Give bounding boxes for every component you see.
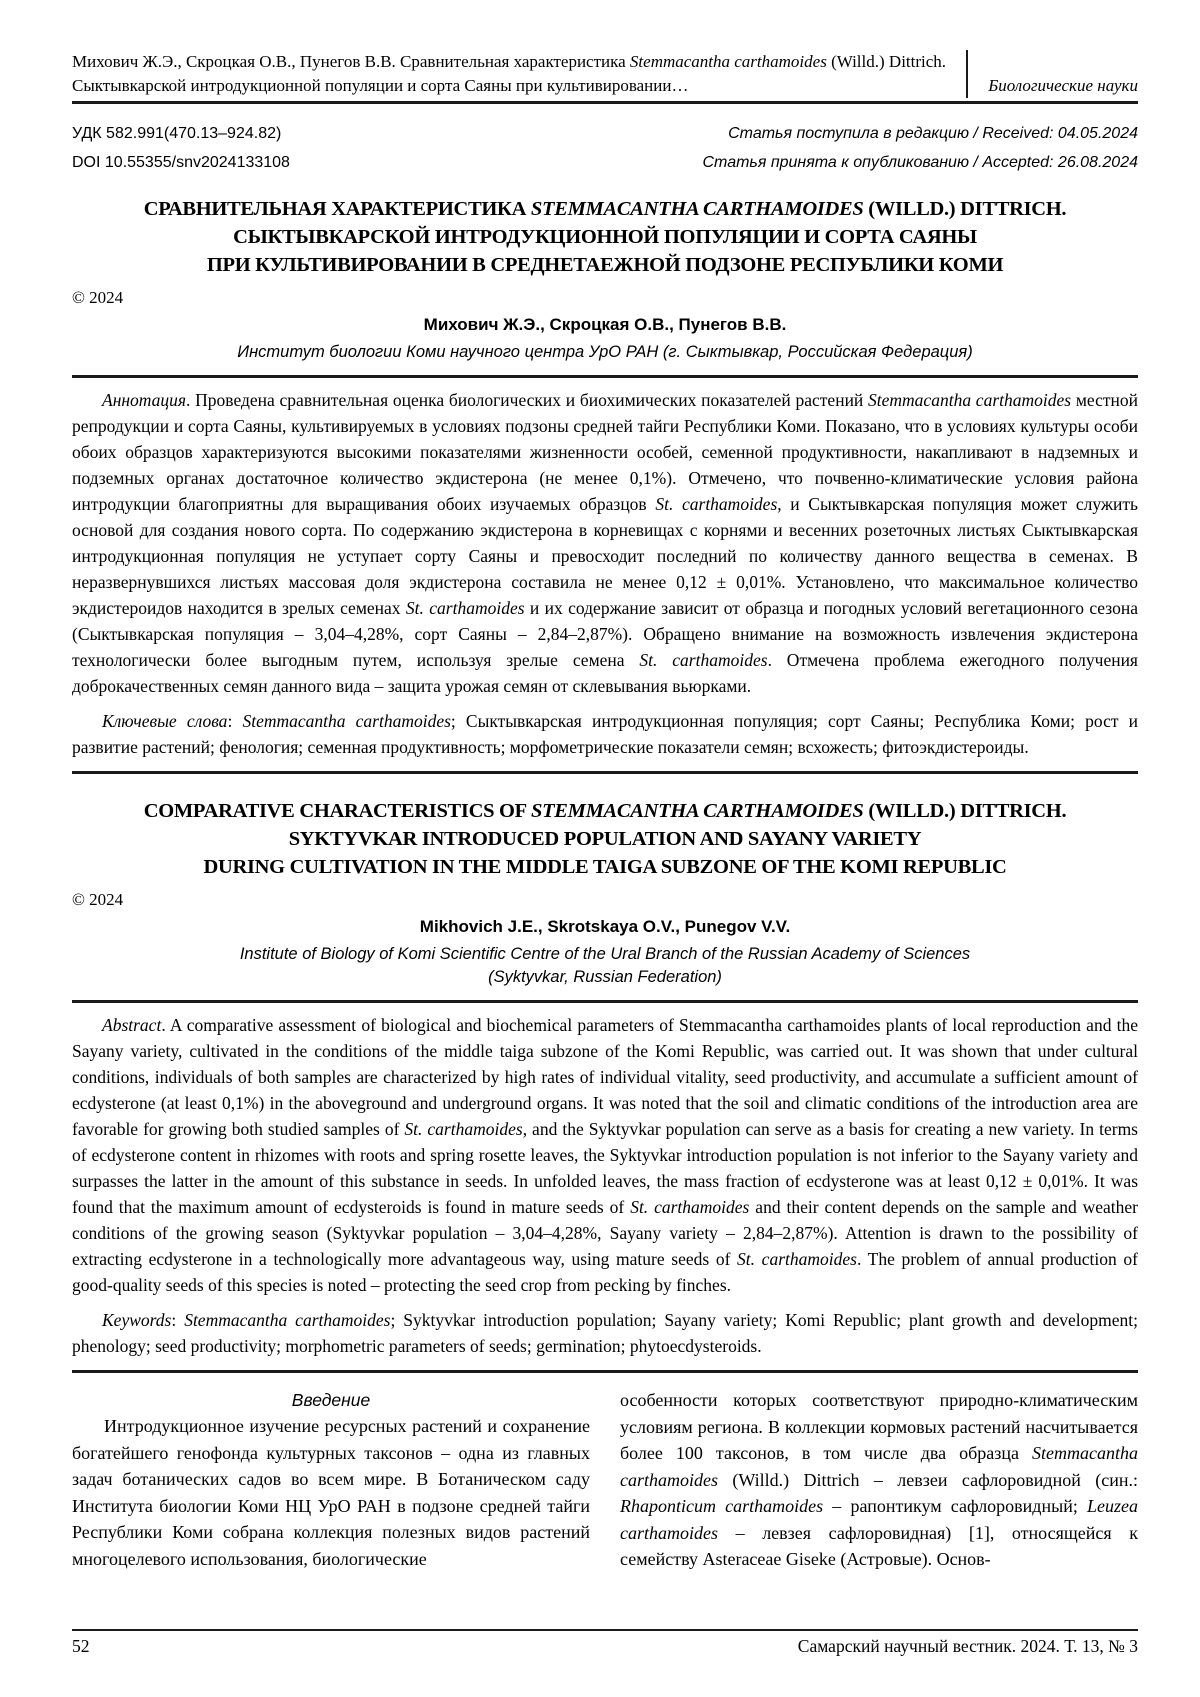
- intro-column-right: [620, 1387, 1138, 1573]
- page-footer: [72, 1629, 1138, 1657]
- affiliation-en: [72, 943, 1138, 989]
- doi-label: DOI 10.55355/snv2024133108: [72, 154, 290, 171]
- intro-left-paragraph: Интродукционное изучение ресурсных растений и сохранение богатейшего генофонда культурных таксонов – одна из главных задач ботанических садов во всем мире. В Ботаническом саду Института биологии Коми НЦ УрО РАН в подзоне средней тайги Республики Коми собрана коллекция полезных видов растений многоцелевого использования, биологические: [72, 1416, 590, 1569]
- meta-row-1: [72, 125, 1138, 143]
- accepted-date: Статья принята к опубликованию / Accepted: 26.08.2024: [702, 154, 1138, 171]
- intro-right-paragraph: особенности которых соответствуют природно-климатическим условиям региона. В коллекции кормовых растений насчитывается более 100 таксонов, в том числе два образца Stemmacantha carthamoides (Willd.) Dittrich – левзеи сафлоровидной (син.: Rhaponticum carthamoides – рапонтикум сафлоровидный; Leuzea carthamoides – левзея сафлоровидная) [1], относящейся к семейству Asteraceae Giseke (Астровые). Основ-: [620, 1390, 1138, 1569]
- section-label-text: Биологические науки: [988, 76, 1138, 95]
- abstract-ru: Аннотация. Проведена сравнительная оценка биологических и биохимических показателей растений Stemmacantha carthamoides местной репродукции и сорта Саяны, культивируемых в условиях подзоны средней тайги Республики Коми. Показано, что в условиях культуры особи обоих образцов характеризуются высокими показателями жизненности особей, семенной продуктивности, накапливают в надземных и подземных органах достаточное количество экдистерона (не менее 0,1%). Отмечено, что почвенно-климатические условия района интродукции благоприятны для выращивания обоих изучаемых образцов St. carthamoides, и Сыктывкарская популяция может служить основой для создания нового сорта. По содержанию экдистерона в корневищах с корнями и весенних розеточных листьях Сыктывкарская интродукционная популяция не уступает сорту Саяны и превосходит последний по количеству данного вещества в семенах. В неразвернувшихся листьях массовая доля экдистерона составила не менее 0,12 ± 0,01%. Установлено, что максимальное количество экдистероидов находится в зрелых семенах St. carthamoides и их содержание зависит от образца и погодных условий вегетационного сезона (Сыктывкарская популяция – 3,04–4,28%, сорт Саяны – 2,84–2,87%). Обращено внимание на возможность извлечения экдистерона технологически более выгодным путем, используя зрелые семена St. carthamoides. Отмечена проблема ежегодного получения доброкачественных семян данного вида – защита урожая семян от склевывания вьюрками.: [72, 390, 1138, 696]
- introduction-section: [72, 1387, 1138, 1573]
- authors-en: Mikhovich J.E., Skrotskaya O.V., Punegov V.V.: [419, 917, 791, 936]
- authors-ru: Михович Ж.Э., Скроцкая О.В., Пунегов В.В.: [423, 315, 787, 334]
- page-number: 52: [72, 1636, 90, 1656]
- divider-above-abstract-en: [72, 1000, 1138, 1003]
- copyright-ru: © 2024: [72, 288, 124, 307]
- affiliation-en-line1: Institute of Biology of Komi Scientific Centre of the Ural Branch of the Russian Academy of Sciences: [239, 945, 971, 963]
- keywords-ru: Ключевые слова: Stemmacantha carthamoides; Сыктывкарская интродукционная популяция; сорт Саяны; Республика Коми; рост и развитие растений; фенология; семенная продуктивность; морфометрические показатели семян; всхожесть; фитоэкдистероиды.: [72, 711, 1138, 757]
- section-label: [968, 50, 1138, 98]
- journal-footer: Самарский научный вестник. 2024. Т. 13, № 3: [797, 1636, 1138, 1656]
- meta-row-2: [72, 154, 1138, 172]
- received-date: Статья поступила в редакцию / Received: 04.05.2024: [728, 125, 1138, 142]
- article-title-en: COMPARATIVE CHARACTERISTICS OF STEMMACANTHA CARTHAMOIDES (WILLD.) DITTRICH. SYKTYVKAR INTRODUCED POPULATION AND SAYANY VARIETY DURING CULTIVATION IN THE MIDDLE TAIGA SUBZONE OF THE KOMI REPUBLIC: [143, 800, 1067, 878]
- divider-below-keywords-ru: [72, 771, 1138, 774]
- udc-label: УДК 582.991(470.13–924.82): [72, 125, 282, 142]
- abstract-en: Abstract. A comparative assessment of biological and biochemical parameters of Stemmacantha carthamoides plants of local reproduction and the Sayany variety, cultivated in the conditions of the middle taiga subzone of the Komi Republic, was carried out. It was shown that under cultural conditions, individuals of both samples are characterized by high rates of individual vitality, seed productivity, and accumulate a sufficient amount of ecdysterone (at least 0,1%) in the aboveground and underground organs. It was noted that the soil and climatic conditions of the introduction area are favorable for growing both studied samples of St. carthamoides, and the Syktyvkar population can serve as a basis for creating a new variety. In terms of ecdysterone content in rhizomes with roots and spring rosette leaves, the Syktyvkar introduction population is not inferior to the Sayany variety and surpasses the latter in the amount of this substance in seeds. In unfolded leaves, the mass fraction of ecdysterone was at least 0,12 ± 0,01%. It was found that the maximum amount of ecdysteroids is found in mature seeds of St. carthamoides and their content depends on the sample and weather conditions of the growing season (Syktyvkar population – 3,04–4,28%, Sayany variety – 2,84–2,87%). Attention is drawn to the possibility of extracting ecdysterone in a technologically more advantageous way, using mature seeds of St. carthamoides. The problem of annual production of good-quality seeds of this species is noted – protecting the seed crop from pecking by finches.: [72, 1015, 1138, 1295]
- divider-below-keywords-en: [72, 1370, 1138, 1373]
- intro-column-left: [72, 1387, 590, 1573]
- introduction-heading: Введение: [291, 1390, 371, 1410]
- article-title-ru: СРАВНИТЕЛЬНАЯ ХАРАКТЕРИСТИКА STEMMACANTHA CARTHAMOIDES (WILLD.) DITTRICH. СЫКТЫВКАРСКОЙ ИНТРОДУКЦИОННОЙ ПОПУЛЯЦИИ И СОРТА САЯНЫ ПРИ КУЛЬТИВИРОВАНИИ В СРЕДНЕТАЕЖНОЙ ПОДЗОНЕ РЕСПУБЛИКИ КОМИ: [143, 198, 1067, 276]
- affiliation-ru: Институт биологии Коми научного центра УрО РАН (г. Сыктывкар, Российская Федерация): [237, 343, 973, 361]
- running-head: [72, 50, 1138, 104]
- running-title: Михович Ж.Э., Скроцкая О.В., Пунегов В.В. Сравнительная характеристика Stemmacantha carthamoides (Willd.) Dittrich. Сыктывкарской интродукционной популяции и сорта Саяны при культивировании…: [72, 50, 968, 98]
- divider-above-abstract-ru: [72, 375, 1138, 378]
- keywords-en: Keywords: Stemmacantha carthamoides; Syktyvkar introduction population; Sayany variety; Komi Republic; plant growth and development; phenology; seed productivity; morphometric parameters of seeds; germination; phytoecdysteroids.: [72, 1310, 1138, 1356]
- copyright-en: © 2024: [72, 890, 124, 909]
- affiliation-en-line2: (Syktyvkar, Russian Federation): [488, 968, 722, 986]
